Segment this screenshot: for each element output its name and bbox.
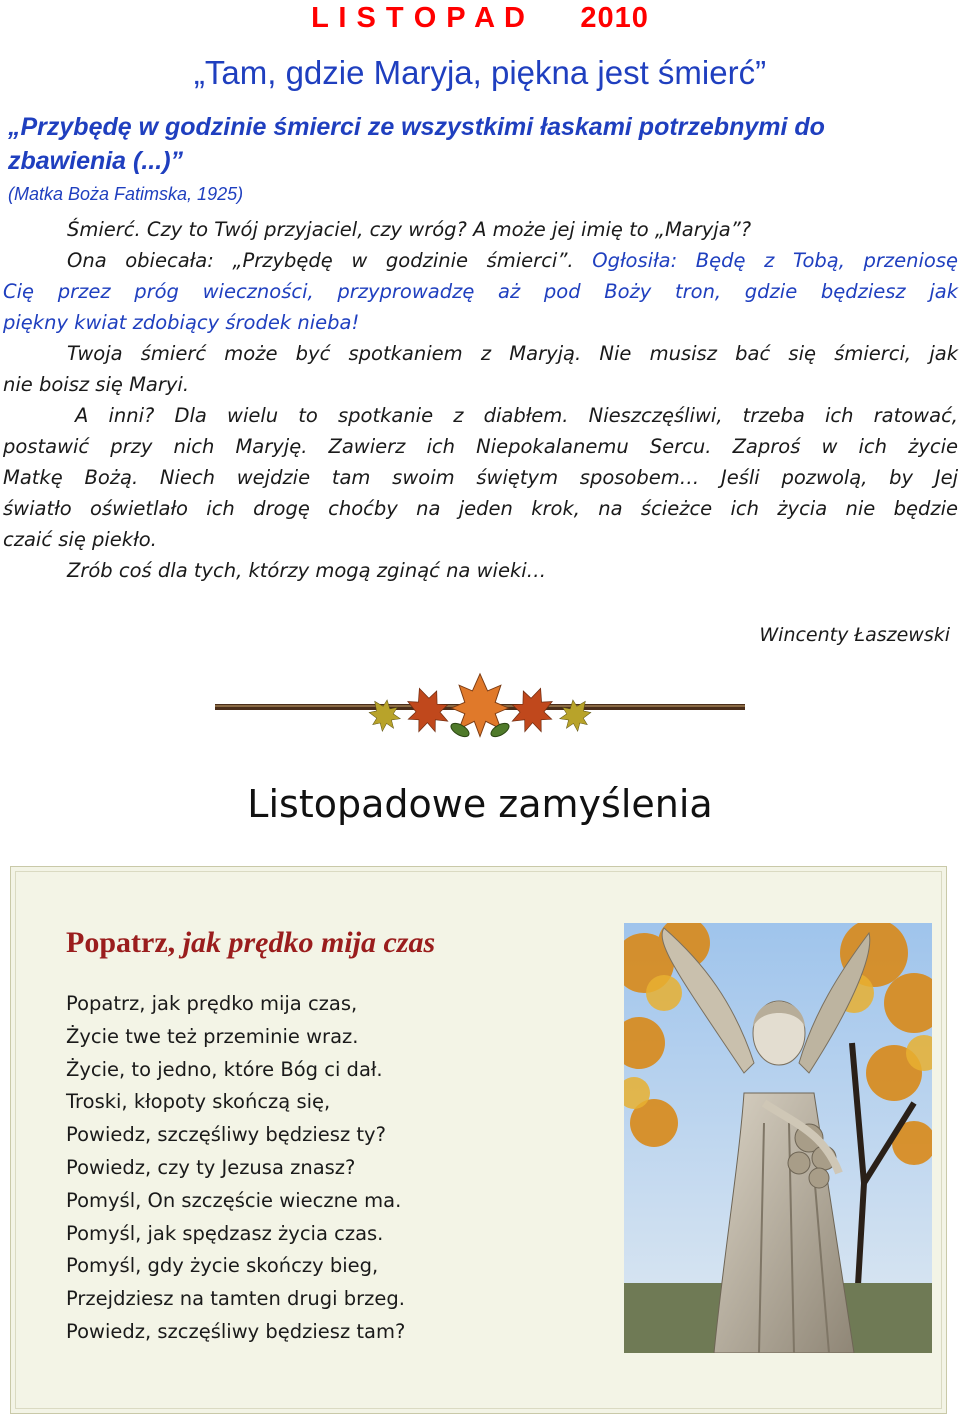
quote-line-2: zbawienia (...)” bbox=[8, 147, 184, 175]
poem-line: Przejdziesz na tamten drugi brzeg. bbox=[66, 1287, 405, 1311]
para-line: postawić przy nich Maryję. Zawierz ich Niepokalanemu Sercu. Zaproś w ich życie bbox=[3, 435, 958, 458]
para-line: światło oświetlało ich drogę choćby na jeden krok, na ścieżce ich życia nie będzie bbox=[3, 497, 958, 520]
para-line: nie boisz się Maryi. bbox=[3, 373, 190, 396]
para-line: Śmierć. Czy to Twój przyjaciel, czy wróg? A może jej imię to „Maryja”? bbox=[67, 218, 752, 241]
quote-source: (Matka Boża Fatimska, 1925) bbox=[8, 184, 244, 204]
poem-line: Życie, to jedno, które Bóg ci dał. bbox=[66, 1057, 383, 1081]
poem-line: Pomyśl, gdy życie skończy bieg, bbox=[66, 1254, 379, 1278]
para-line: A inni? Dla wielu to spotkanie z diabłem. Nieszczęśliwi, trzeba ich ratować, bbox=[75, 404, 958, 427]
quote-line-1: „Przybędę w godzinie śmierci ze wszystkimi łaskami potrzebnymi do bbox=[8, 113, 825, 141]
para-line: czaić się piekło. bbox=[3, 528, 157, 551]
autumn-leaves-divider-icon bbox=[215, 670, 745, 750]
para-line: Zrób coś dla tych, którzy mogą zginąć na wieki… bbox=[67, 559, 547, 582]
poem-title: Popatrz, jak prędko mija czas bbox=[66, 926, 436, 959]
angel-statue-photo bbox=[624, 923, 932, 1353]
poem-line: Troski, kłopoty skończą się, bbox=[66, 1090, 331, 1114]
section-title: Listopadowe zamyślenia bbox=[247, 782, 713, 826]
poem-verses bbox=[66, 988, 405, 1349]
poem-line: Powiedz, szczęśliwy będziesz ty? bbox=[66, 1123, 386, 1147]
para-line: Twoja śmierć może być spotkaniem z Maryją. Nie musisz bać się śmierci, jak bbox=[67, 342, 958, 365]
para-line: Matkę Bożą. Niech wejdzie tam swoim świętym sposobem… Jeśli pozwolą, by Jej bbox=[3, 466, 958, 489]
para-line: Cię przez próg wieczności, przyprowadzę aż pod Boży tron, gdzie będziesz jak bbox=[3, 280, 958, 303]
poem-line: Życie twe też przeminie wraz. bbox=[66, 1024, 359, 1048]
month-heading: L I S T O P A D 2010 bbox=[311, 2, 649, 34]
poem-line: Powiedz, czy ty Jezusa znasz? bbox=[66, 1155, 356, 1179]
article-body bbox=[3, 214, 958, 586]
para-line: Ona obiecała: „Przybędę w godzinie śmierci”. Ogłosiła: Będę z Tobą, przeniosę bbox=[67, 249, 958, 272]
poem-line: Popatrz, jak prędko mija czas, bbox=[66, 992, 358, 1015]
poem-line: Pomyśl, jak spędzasz życia czas. bbox=[66, 1221, 384, 1245]
page-title: „Tam, gdzie Maryja, piękna jest śmierć” bbox=[193, 54, 767, 91]
para-line: piękny kwiat zdobiący środek nieba! bbox=[3, 311, 360, 334]
poem-line: Powiedz, szczęśliwy będziesz tam? bbox=[66, 1319, 406, 1343]
poem-line: Pomyśl, On szczęście wieczne ma. bbox=[66, 1188, 402, 1212]
author-signature: Wincenty Łaszewski bbox=[759, 624, 950, 646]
